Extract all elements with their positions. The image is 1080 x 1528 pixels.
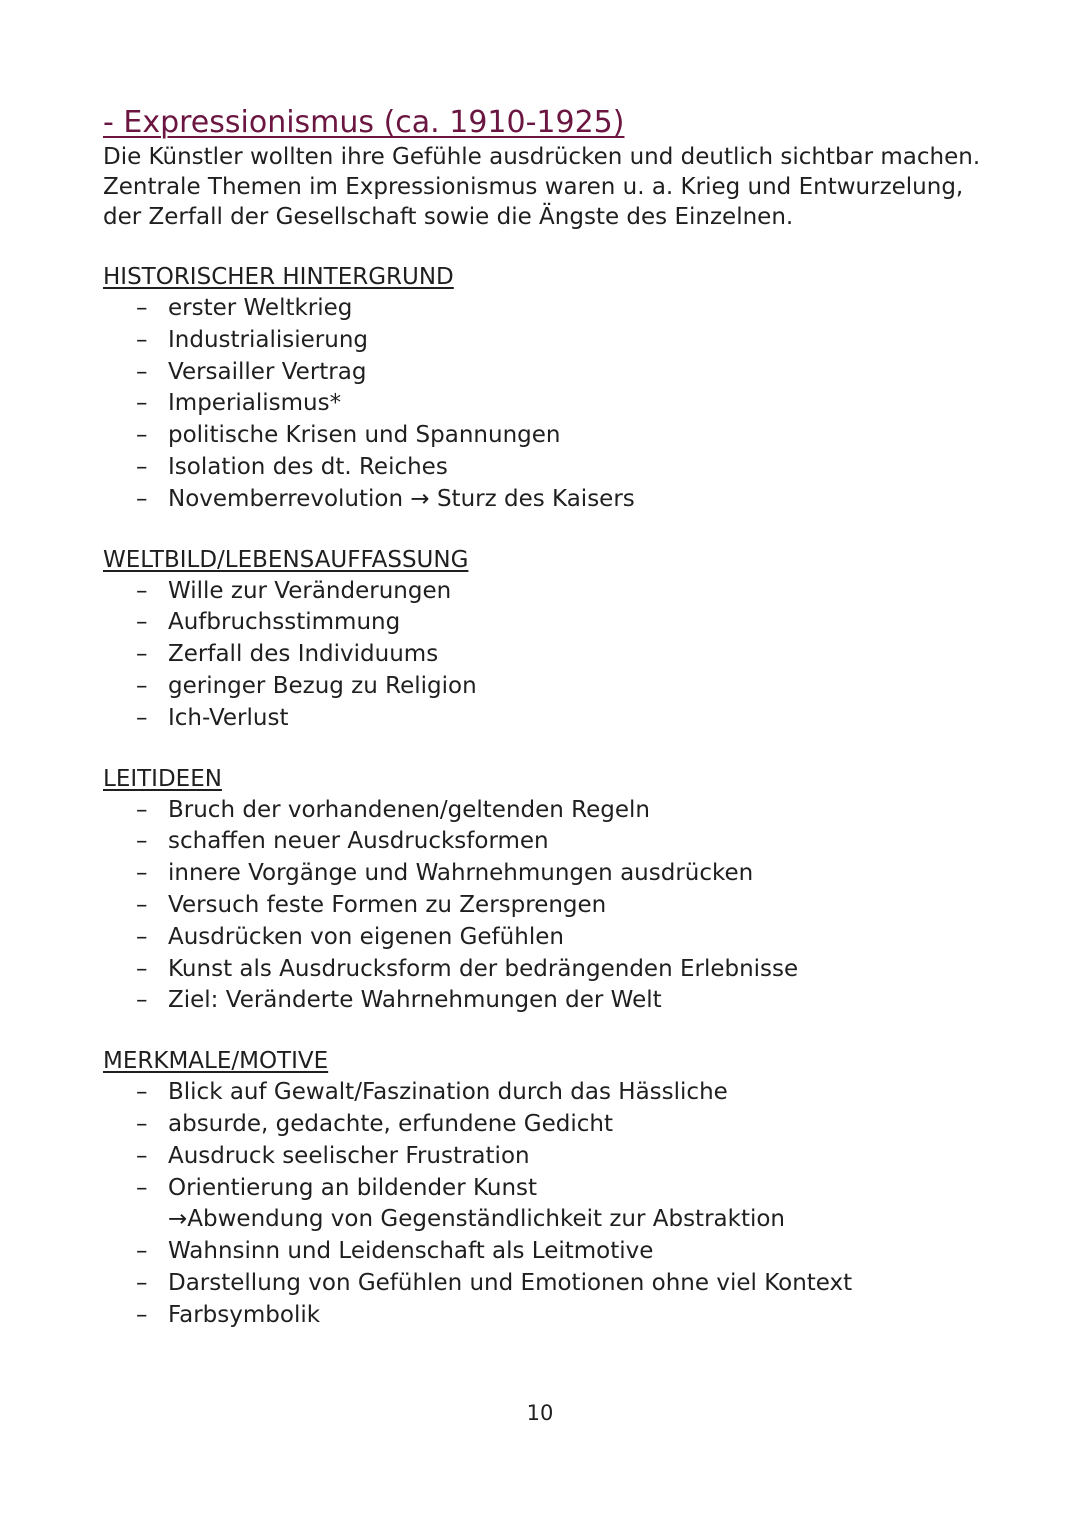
section-heading: HISTORISCHER HINTERGRUND [103, 264, 454, 290]
list-item: – Ich-Verlust [136, 703, 1003, 735]
intro-line: Die Künstler wollten ihre Gefühle ausdrücken und deutlich sichtbar machen. [103, 144, 981, 170]
dash-bullet: – [136, 390, 148, 417]
dash-bullet: – [136, 1238, 148, 1265]
document-page [103, 104, 1003, 1332]
list-item: – Ausdruck seelischer Frustration [136, 1141, 1003, 1173]
dash-bullet: – [136, 609, 148, 636]
list-item: – Imperialismus* [136, 388, 1003, 420]
dash-bullet: – [136, 891, 148, 918]
dash-bullet: – [136, 453, 148, 480]
bullet-list [103, 795, 1003, 1018]
list-item: – geringer Bezug zu Religion [136, 671, 1003, 703]
bullet-list [103, 576, 1003, 735]
intro-line: Zentrale Themen im Expressionismus waren u. a. Krieg und Entwurzelung, [103, 174, 964, 200]
dash-bullet: – [136, 641, 148, 668]
list-item: – Isolation des dt. Reiches [136, 452, 1003, 484]
section-heading: WELTBILD/LEBENSAUFFASSUNG [103, 546, 469, 573]
dash-bullet: – [136, 1142, 148, 1169]
dash-bullet: – [136, 485, 148, 512]
list-item: – Aufbruchsstimmung [136, 607, 1003, 639]
dash-bullet: – [136, 1110, 148, 1137]
list-item: – Farbsymbolik [136, 1300, 1003, 1332]
dash-bullet: – [136, 577, 148, 604]
list-item: – Kunst als Ausdrucksform der bedrängenden Erlebnisse [136, 954, 1003, 986]
section-heading: MERKMALE/MOTIVE [103, 1048, 329, 1075]
list-item: – Orientierung an bildender Kunst →Abwendung von Gegenständlichkeit zur Abstraktion [136, 1173, 1003, 1237]
list-item: – Versuch feste Formen zu Zersprengen [136, 890, 1003, 922]
list-item: – Bruch der vorhandenen/geltenden Regeln [136, 795, 1003, 827]
dash-bullet: – [136, 796, 148, 823]
list-item: – erster Weltkrieg [136, 293, 1003, 325]
dash-bullet: – [136, 672, 148, 699]
dash-bullet: – [136, 1269, 148, 1296]
section-merkmale-motive [103, 1045, 1003, 1331]
sub-item: →Abwendung von Gegenständlichkeit zur Abstraktion [168, 1206, 786, 1233]
section-leitideen [103, 763, 1003, 1018]
page-title: - Expressionismus (ca. 1910-1925) [103, 105, 625, 140]
list-item: – Ziel: Veränderte Wahrnehmungen der Welt [136, 985, 1003, 1017]
dash-bullet: – [136, 1079, 148, 1106]
list-item: – Wahnsinn und Leidenschaft als Leitmotive [136, 1236, 1003, 1268]
dash-bullet: – [136, 358, 148, 385]
list-item: – politische Krisen und Spannungen [136, 420, 1003, 452]
list-item: – Novemberrevolution → Sturz des Kaisers [136, 484, 1003, 516]
list-item: – Darstellung von Gefühlen und Emotionen ohne viel Kontext [136, 1268, 1003, 1300]
section-weltbild [103, 544, 1003, 735]
dash-bullet: – [136, 422, 148, 449]
list-item: – Wille zur Veränderungen [136, 576, 1003, 608]
section-historischer-hintergrund [103, 261, 1003, 516]
bullet-list [103, 293, 1003, 516]
dash-bullet: – [136, 1174, 148, 1201]
list-item: – Ausdrücken von eigenen Gefühlen [136, 922, 1003, 954]
intro-paragraph [103, 142, 1003, 232]
list-item: – Versailler Vertrag [136, 357, 1003, 389]
section-heading: LEITIDEEN [103, 765, 222, 792]
list-item: – Blick auf Gewalt/Faszination durch das Hässliche [136, 1077, 1003, 1109]
dash-bullet: – [136, 295, 148, 321]
list-item: – absurde, gedachte, erfundene Gedicht [136, 1109, 1003, 1141]
dash-bullet: – [136, 923, 148, 950]
dash-bullet: – [136, 1301, 148, 1328]
dash-bullet: – [136, 704, 148, 731]
list-item: – Zerfall des Individuums [136, 639, 1003, 671]
page-number: 10 [526, 1401, 554, 1425]
intro-line: der Zerfall der Gesellschaft sowie die Ängste des Einzelnen. [103, 204, 794, 230]
list-item: – schaffen neuer Ausdrucksformen [136, 826, 1003, 858]
dash-bullet: – [136, 955, 148, 982]
list-item: – innere Vorgänge und Wahrnehmungen ausdrücken [136, 858, 1003, 890]
list-item: – Industrialisierung [136, 325, 1003, 357]
dash-bullet: – [136, 860, 148, 887]
bullet-list [103, 1077, 1003, 1331]
dash-bullet: – [136, 828, 148, 855]
dash-bullet: – [136, 326, 148, 353]
dash-bullet: – [136, 987, 148, 1014]
